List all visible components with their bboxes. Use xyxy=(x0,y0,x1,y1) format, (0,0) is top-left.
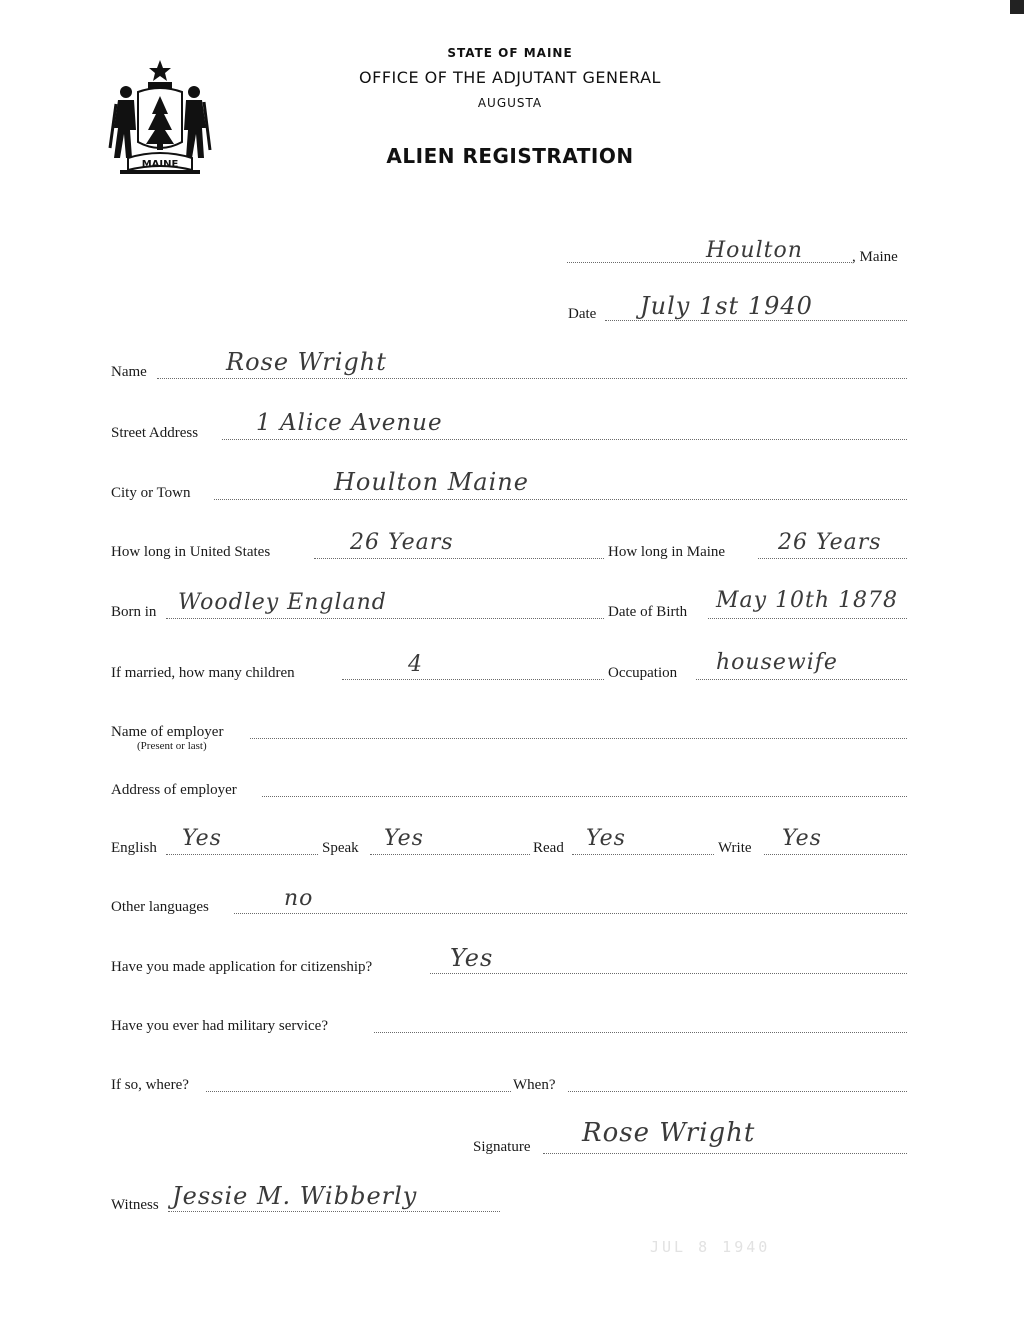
street-handwritten: 1 Alice Avenue xyxy=(256,410,443,436)
dob-label: Date of Birth xyxy=(608,604,688,620)
town-handwritten: Houlton xyxy=(706,238,803,263)
english-label: English xyxy=(111,840,157,856)
english-line xyxy=(166,854,318,855)
years-us-handwritten: 26 Years xyxy=(350,530,454,555)
read-label: Read xyxy=(533,840,564,856)
where-label: If so, where? xyxy=(111,1077,189,1093)
street-line xyxy=(222,439,907,440)
employer-address-label: Address of employer xyxy=(111,782,237,798)
seal-text: MAINE xyxy=(141,159,179,170)
witness-line xyxy=(168,1211,500,1212)
state-seal-icon xyxy=(108,58,212,186)
other-languages-handwritten: no xyxy=(284,886,314,911)
years-maine-label: How long in Maine xyxy=(608,544,726,560)
form-title: ALIEN REGISTRATION xyxy=(386,144,634,168)
read-line xyxy=(572,854,714,855)
speak-line xyxy=(370,854,530,855)
city-handwritten: Houlton Maine xyxy=(334,468,529,496)
signature-label: Signature xyxy=(473,1139,531,1155)
citizenship-label: Have you made application for citizenship? xyxy=(111,959,373,975)
signature-handwritten: Rose Wright xyxy=(582,1118,756,1148)
dob-handwritten: May 10th 1878 xyxy=(716,588,899,613)
when-label: When? xyxy=(513,1077,556,1093)
born-in-label: Born in xyxy=(111,604,157,620)
when-line xyxy=(568,1091,907,1092)
employer-address-line xyxy=(262,796,907,797)
state-heading: STATE OF MAINE xyxy=(447,46,573,60)
maine-label: , Maine xyxy=(852,249,898,265)
years-maine-line xyxy=(758,558,907,559)
name-line xyxy=(157,378,907,379)
employer-sublabel: (Present or last) xyxy=(137,740,207,752)
date-line xyxy=(605,320,907,321)
military-line xyxy=(374,1032,907,1033)
other-languages-label: Other languages xyxy=(111,899,209,915)
english-handwritten: Yes xyxy=(182,826,222,851)
occupation-label: Occupation xyxy=(608,665,678,681)
city-label: City or Town xyxy=(111,485,191,501)
born-in-line xyxy=(166,618,604,619)
where-line xyxy=(206,1091,511,1092)
citizenship-line xyxy=(430,973,907,974)
speak-label: Speak xyxy=(322,840,359,856)
employer-label: Name of employer xyxy=(111,724,224,740)
witness-label: Witness xyxy=(111,1197,159,1213)
date-label: Date xyxy=(568,306,597,322)
occupation-line xyxy=(696,679,907,680)
occupation-handwritten: housewife xyxy=(716,650,838,675)
other-languages-line xyxy=(234,913,907,914)
children-handwritten: 4 xyxy=(408,652,423,677)
write-handwritten: Yes xyxy=(782,826,822,851)
witness-handwritten: Jessie M. Wibberly xyxy=(172,1182,418,1210)
years-us-label: How long in United States xyxy=(111,544,271,560)
years-us-line xyxy=(314,558,604,559)
read-handwritten: Yes xyxy=(586,826,626,851)
scan-corner-mark xyxy=(1010,0,1024,14)
write-line xyxy=(764,854,907,855)
employer-line xyxy=(250,738,907,739)
children-label: If married, how many children xyxy=(111,665,295,681)
signature-line xyxy=(543,1153,907,1154)
name-handwritten: Rose Wright xyxy=(226,348,387,376)
street-label: Street Address xyxy=(111,425,199,441)
children-line xyxy=(342,679,604,680)
city-line xyxy=(214,499,907,500)
born-in-handwritten: Woodley England xyxy=(178,590,387,615)
years-maine-handwritten: 26 Years xyxy=(778,530,882,555)
citizenship-handwritten: Yes xyxy=(450,944,494,972)
name-label: Name xyxy=(111,364,147,380)
date-handwritten: July 1st 1940 xyxy=(640,292,813,320)
speak-handwritten: Yes xyxy=(384,826,424,851)
dob-line xyxy=(708,618,907,619)
city-heading: AUGUSTA xyxy=(477,96,543,110)
office-heading: OFFICE OF THE ADJUTANT GENERAL xyxy=(359,68,661,87)
write-label: Write xyxy=(718,840,752,856)
military-label: Have you ever had military service? xyxy=(111,1018,328,1034)
received-stamp: JUL 8 1940 xyxy=(650,1238,771,1256)
